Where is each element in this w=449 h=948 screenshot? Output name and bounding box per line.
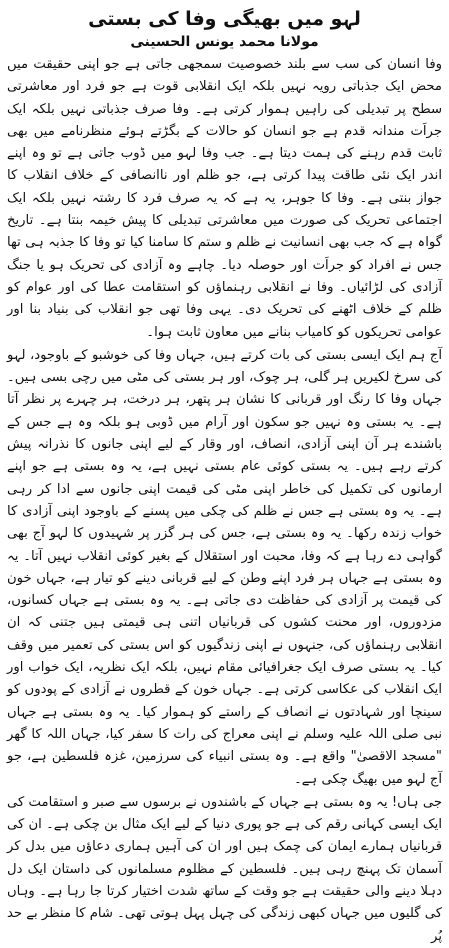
article-title: لہو میں بھیگی وفا کی بستی (88, 8, 361, 30)
article-paragraph (7, 792, 442, 948)
paragraph-text: آج ہم ایک ایسی بستی کی بات کرتے ہیں، جہاں وفا کی خوشبو کے باوجود، لہو کی سرخ لکیریں ہر گلی، ہر چوک، اور ہر بستی کی مٹی میں رچی بسی ہیں۔ جہاں وفا کا رنگ اور قربانی کا نشان ہر پتھر، ہر درخت، ہر چہرے پر نظر آتا ہے۔ یہ بستی وہ نہیں جو سکون اور آرام میں ڈوبی ہو بلکہ وہ ہے جس کے باشندے ہر آن اپنی آزادی، انصاف، اور وقار کے لیے اپنی جانوں کا نذرانہ پیش کرتے رہے ہیں۔ یہ بستی کوئی عام بستی نہیں ہے، یہ وہ بستی ہے جو اپنے ارمانوں کی تکمیل کی خاطر اپنی مٹی کی قیمت اپنی جانوں سے ادا کر رہی ہے۔ یہ وہ بستی ہے جس نے ظلم کی چکی میں پسنے کے باوجود اپنی آزادی کا خواب زندہ رکھا۔ یہ وہ بستی ہے، جس کی ہر گزر پر شہیدوں کا لہو آج بھی گواہی دے رہا ہے کہ وفا، محبت اور استقلال کے بغیر کوئی انقلاب نہیں آتا۔ یہ وہ بستی ہے جہاں ہر فرد اپنے وطن کے لیے قربانی دینے کو تیار ہے، جہاں خون کی قیمت پر آزادی کی حفاظت دی جاتی ہے۔ یہ وہ بستی ہے جہاں کسانوں، مزدوروں، اور محنت کشوں کی قربانیاں اتنی ہی قیمتی ہیں جتنی کہ ان انقلابی رہنماؤں کی، جنہوں نے اپنی زندگیوں کو اس بستی کی تعمیر میں وقف کیا۔ یہ بستی صرف ایک جغرافیائی مقام نہیں، بلکہ ایک نظریہ، ایک خواب اور ایک انقلاب کی عکاسی کرتی ہے۔ جہاں خون کے قطروں نے آزادی کے پودوں کو سینچا اور شہادتوں نے انصاف کے راستے کو ہموار کیا۔ یہ وہ بستی ہے جہاں نبی صلی اللہ علیہ وسلم نے اپنی معراج کی رات کا سفر کیا، جہاں اللہ کا گھر "مسجد الاقصیٰ" واقع ہے۔ وہ بستی انبیاء کی سرزمین، غزہ فلسطین ہے، جو آج لہو میں بھیگ چکی ہے۔ (7, 347, 442, 787)
article-paragraph (7, 345, 442, 791)
paragraph-text: جی ہاں! یہ وہ بستی ہے جہاں کے باشندوں نے برسوں سے صبر و استقامت کی ایک ایسی کہانی رقم کی ہے جو پوری دنیا کے لیے ایک مثال بن چکی ہے۔ ان کی قربانیاں ہمارے ایمان کی چمک ہیں اور ان کی آہیں ہماری دعاؤں میں بدل کر آسمان تک پہنچ رہی ہیں۔ فلسطین کے مظلوم مسلمانوں کی داستان ایک دل دہلا دینے والی حقیقت ہے جو وقت کے ساتھ شدت اختیار کرتا جا رہا ہے۔ وہاں کی گلیوں میں جہاں کبھی زندگی کی چہل پہل ہوتی تھی۔ شام کا منظر بے حد پُر (7, 794, 442, 944)
article-paragraph (7, 54, 442, 344)
paragraph-text: وفا انسان کی سب سے بلند خصوصیت سمجھی جاتی ہے جو اپنی حقیقت میں محض ایک جذباتی رویہ نہیں بلکہ ایک انقلابی قوت ہے جو فرد اور معاشرتی سطح پر تبدیلی کی راہیں ہموار کرتی ہے۔ وفا صرف جذباتی نہیں بلکہ ایک جراَت مندانہ قدم ہے جو انسان کو حالات کے بگڑتے ہوئے منظرنامے میں بھی ثابت قدم رہنے کی ہمت دیتا ہے۔ جب وفا لہو میں ڈوب جاتی ہے تو وہ اپنے اندر ایک نئی طاقت پیدا کرتی ہے، جو ظلم اور ناانصافی کے خلاف انقلاب کا جواز بنتی ہے۔ وفا کا جوہر، یہ ہے کہ یہ صرف فرد کا رشتہ نہیں بلکہ ایک اجتماعی تحریک کی صورت میں معاشرتی تبدیلی کا پیش خیمہ بنتا ہے۔ تاریخ گواہ ہے کہ جب بھی انسانیت نے ظلم و ستم کا سامنا کیا تو وفا کا جذبہ ہی تھا جس نے افراد کو جراَت اور حوصلہ دیا۔ چاہے وہ آزادی کی تحریک ہو یا جنگ آزادی کی لڑائیاں۔ وفا نے انقلابی رہنماؤں کو استقامت عطا کی اور عوام کو ظلم کے خلاف اٹھنے کی تحریک دی۔ یہی وفا تھی جو انقلاب کی بنیاد بنا اور عوامی تحریکوں کو کامیاب بنانے میں معاون ثابت ہوا۔ (7, 57, 442, 340)
article-author: مولانا محمد یونس الحسینی (130, 34, 319, 50)
